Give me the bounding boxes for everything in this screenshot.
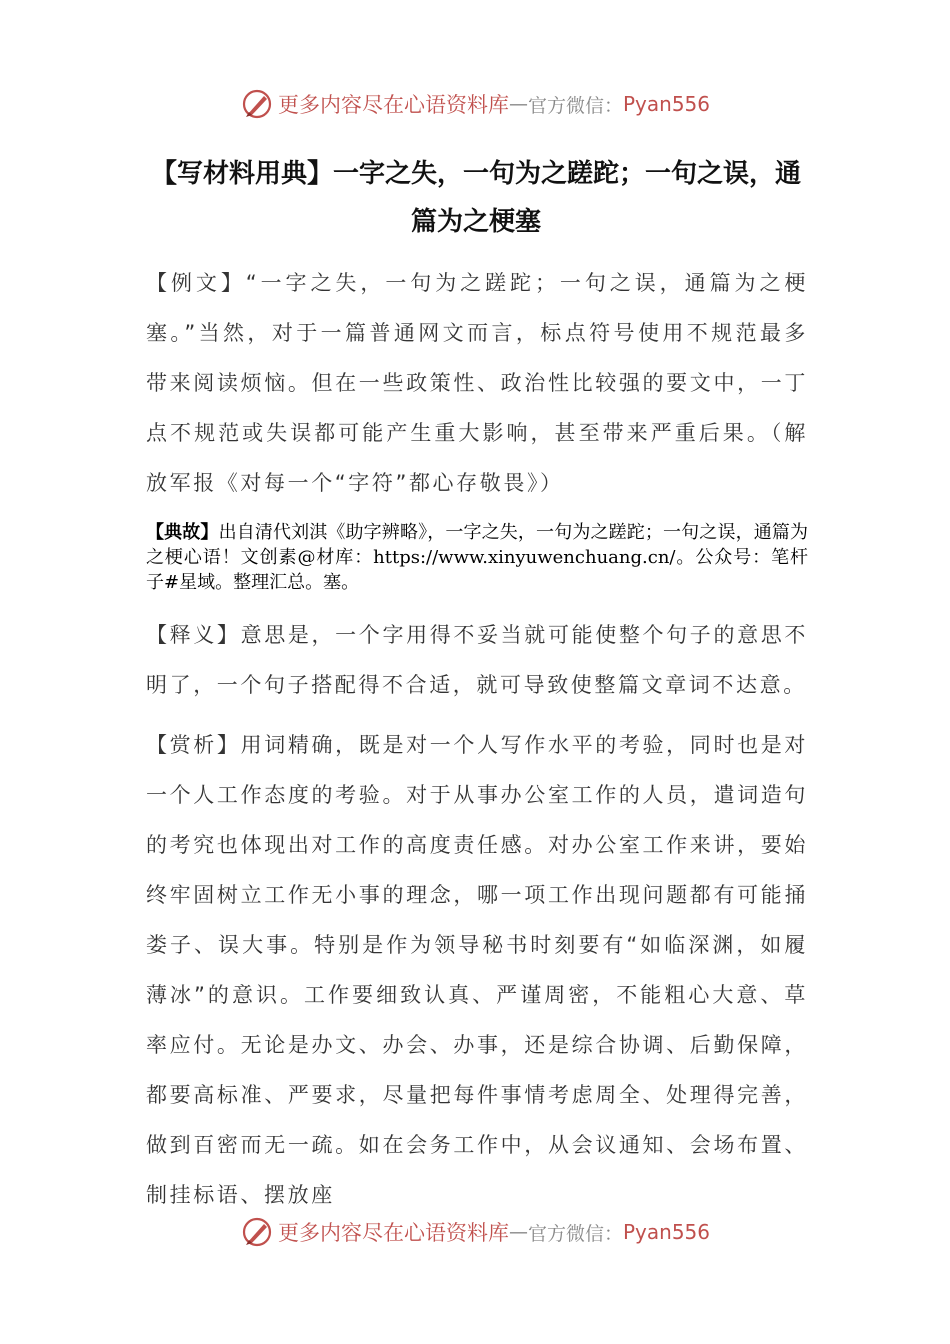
banner-separator: — <box>508 1221 528 1243</box>
banner-separator: — <box>508 93 528 115</box>
page-title: 【写材料用典】一字之失，一句为之蹉跎；一句之误，通篇为之梗塞 <box>150 159 801 237</box>
banner-wechat-id: Pyan556 <box>623 92 711 116</box>
appreciation-paragraph <box>146 720 808 1220</box>
appreciation-text: 用词精确，既是对一个人写作水平的考验，同时也是对一个人工作态度的考验。对于从事办公室工作的人员，遣词造句的考究也体现出对工作的高度责任感。对办公室工作来讲，要始终牢固树立工作无小事的理念，哪一项工作出现问题都有可能捅娄子、误大事。特别是作为领导秘书时刻要有“如临深渊，如履薄冰”的意识。工作要细致认真、严谨周密，不能粗心大意、草率应付。无论是办文、办会、办事，还是综合协调、后勤保障，都要高标准、严要求，尽量把每件事情考虑周全、处理得完善，做到百密而无一疏。如在会务工作中，从会议通知、会场布置、制挂标语、摆放座 <box>146 733 808 1207</box>
footer-banner <box>0 1212 950 1252</box>
banner-main-text: 更多内容尽在心语资料库 <box>277 1221 509 1245</box>
meaning-tag: 【释义】 <box>146 623 241 647</box>
banner-wechat-label: 官方微信： <box>527 94 623 117</box>
source-tag: 【典故】 <box>146 522 219 543</box>
banner-wechat-label: 官方微信： <box>527 1222 623 1245</box>
pen-logo-icon <box>240 87 274 121</box>
pen-logo-icon <box>240 1215 274 1249</box>
banner-wechat-id: Pyan556 <box>623 1220 711 1244</box>
meaning-text: 意思是，一个字用得不妥当就可能使整个句子的意思不明了，一个句子搭配得不合适，就可导致使整篇文章词不达意。 <box>146 623 808 697</box>
example-tag: 【例文】 <box>146 271 246 295</box>
meaning-paragraph <box>146 610 808 710</box>
banner-main-text: 更多内容尽在心语资料库 <box>277 93 509 117</box>
appreciation-tag: 【赏析】 <box>146 733 241 757</box>
example-text: “一字之失，一句为之蹉跎；一句之误，通篇为之梗塞。”当然，对于一篇普通网文而言，标点符号使用不规范最多带来阅读烦恼。但在一些政策性、政治性比较强的要文中，一丁点不规范或失误都可能产生重大影响，甚至带来严重后果。（解放军报《对每一个“字符”都心存敬畏》） <box>146 271 808 495</box>
example-paragraph <box>146 258 808 508</box>
source-text: 出自清代刘淇《助字辨略》，一字之失，一句为之蹉跎；一句之误，通篇为之梗心语！文创素@材库：https://www.xinyuwenchuang.cn/。公众号：笔杆子#星域。整理汇总。塞。 <box>146 522 809 593</box>
source-paragraph <box>146 520 808 595</box>
header-banner <box>0 84 950 124</box>
